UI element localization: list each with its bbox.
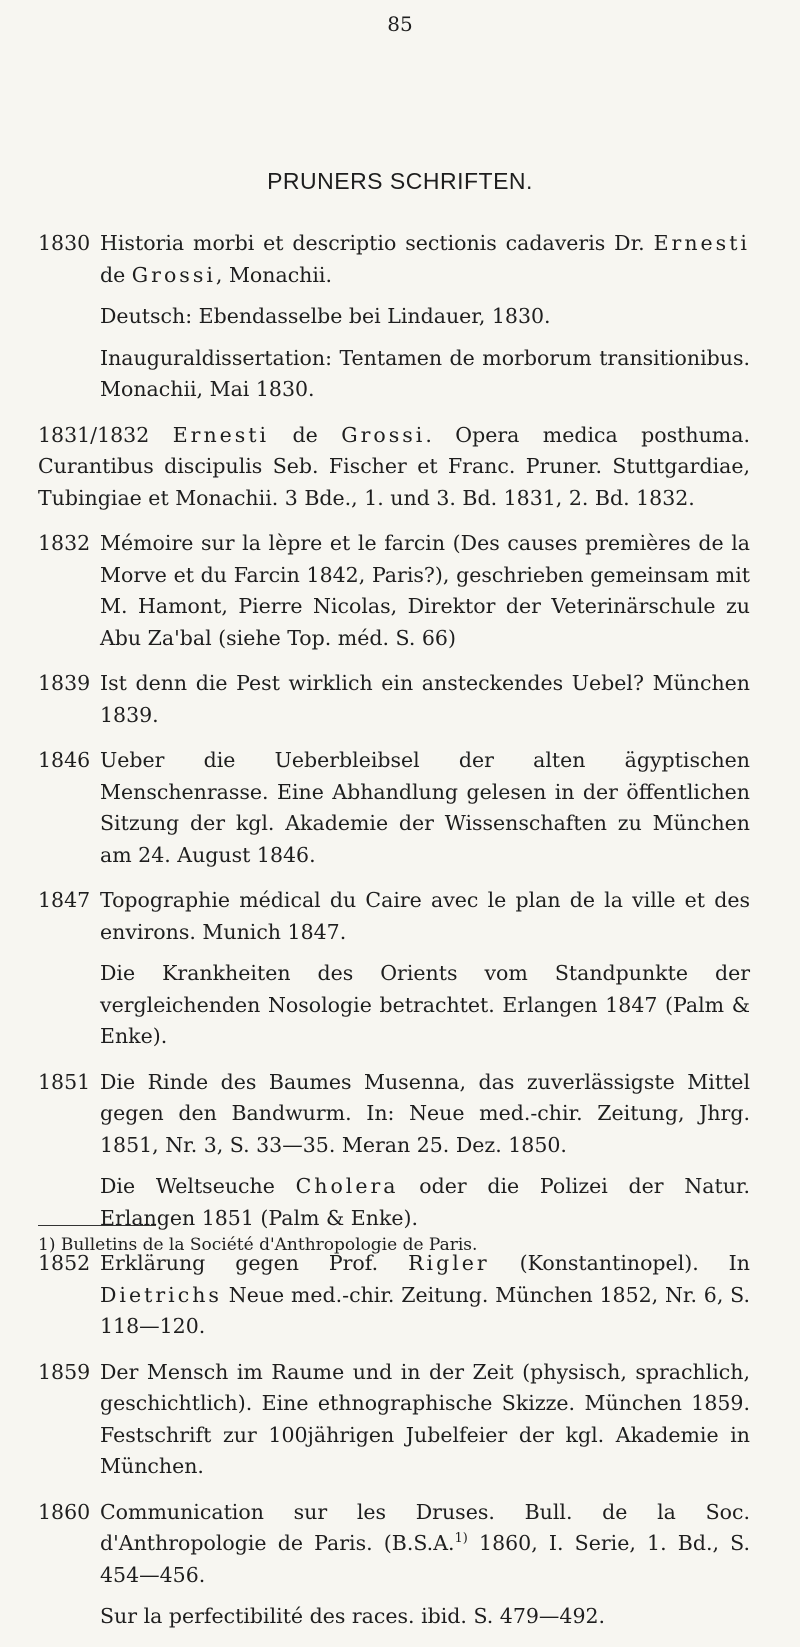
entry-year: 1839: [38, 671, 91, 695]
entry-year: 1846: [38, 748, 91, 772]
footnote-ref: 1): [454, 1531, 468, 1547]
entry-year: 1851: [38, 1069, 91, 1094]
entry-year: 1847: [38, 888, 91, 912]
entry-text: Sur la perfectibilité des races. ibid. S. 479—492.: [100, 1604, 606, 1628]
entry-1851: [38, 1067, 750, 1235]
entry-text: Die Rinde des Baumes Musenna, das zuverlässigste Mittel gegen den Bandwurm. In: Neue med.-chir. Zeitung, Jhrg. 1851, Nr. 3, S. 33—35. Meran 25. Dez. 1850.: [100, 1069, 750, 1157]
entry-text: Die Krankheiten des Orients vom Standpunkte der vergleichenden Nosologie betrachtet. Erlangen 1847 (Palm & Enke).: [100, 961, 750, 1048]
entry-1846: [38, 745, 750, 871]
entry-text: Ueber die Ueberbleibsel der alten ägyptischen Menschenrasse. Eine Abhandlung gelesen in der öffentlichen Sitzung der kgl. Akademie der Wissenschaften zu München am 24. August 1846.: [100, 748, 750, 867]
entry-text: Topographie médical du Caire avec le plan de la ville et des environs. Munich 1847.: [100, 888, 750, 944]
entry-text: 1831/1832 Ernesti de Grossi. Opera medica posthuma. Curantibus discipulis Seb. Fischer et Franc. Pruner. Stuttgardiae, Tubingiae et Monachii. 3 Bde., 1. und 3. Bd. 1831, 2. Bd. 1832.: [38, 422, 750, 510]
entry-1859: [38, 1357, 750, 1483]
entry-text: Der Mensch im Raume und in der Zeit (physisch, sprachlich, geschichtlich). Eine ethnographische Skizze. München 1859. Festschrift zur 100jährigen Jubelfeier der kgl. Akademie in München.: [100, 1359, 750, 1478]
entry-text: Deutsch: Ebendasselbe bei Lindauer, 1830.: [100, 304, 551, 328]
entry-year: 1852: [38, 1251, 91, 1275]
footnote-divider: [38, 1225, 156, 1226]
entry-text: Die Weltseuche Cholera oder die Polizei der Natur. Erlangen 1851 (Palm & Enke).: [100, 1174, 750, 1230]
entry-text: Communication sur les Druses. Bull. de la Soc. d'Anthropologie de Paris. (B.S.A.$^{1)}$ 1860, I. Serie, 1. Bd., S. 454—456.: [100, 1499, 750, 1587]
entry-1852: [38, 1248, 750, 1343]
entry-year: 1831/1832: [38, 422, 150, 447]
footnote: 1) Bulletins de la Société d'Anthropologie de Paris.: [38, 1235, 478, 1255]
page-number: 85: [387, 12, 413, 36]
entry-1847: [38, 885, 750, 1053]
entry-year: 1830: [38, 231, 91, 255]
bibliography-list: [38, 228, 750, 1647]
page-title: PRUNERS SCHRIFTEN.: [267, 168, 533, 194]
entry-year: 1859: [38, 1359, 91, 1384]
entry-1831-1832: [38, 420, 750, 515]
entry-1860: [38, 1497, 750, 1633]
entry-text: Ist denn die Pest wirklich ein ansteckendes Uebel? München 1839.: [100, 671, 750, 727]
entry-year: 1860: [38, 1499, 91, 1524]
entry-text: Erklärung gegen Prof. Rigler (Konstantinopel). In Dietrichs Neue med.-chir. Zeitung. München 1852, Nr. 6, S. 118—120.: [100, 1251, 750, 1338]
entry-1832: [38, 528, 750, 654]
entry-text: Mémoire sur la lèpre et le farcin (Des causes premières de la Morve et du Farcin 1842, Paris?), geschrieben gemeinsam mit M. Hamont, Pierre Nicolas, Direktor der Veterinärschule zu Abu Za'bal (siehe Top. méd. S. 66): [100, 531, 750, 650]
entry-text: Inauguraldissertation: Tentamen de morborum transitionibus. Monachii, Mai 1830.: [100, 345, 750, 401]
entry-1830: [38, 228, 750, 406]
entry-1839: [38, 668, 750, 731]
entry-year: 1832: [38, 531, 91, 555]
entry-text: Historia morbi et descriptio sectionis cadaveris Dr. Ernesti de Grossi, Monachii.: [100, 231, 750, 287]
